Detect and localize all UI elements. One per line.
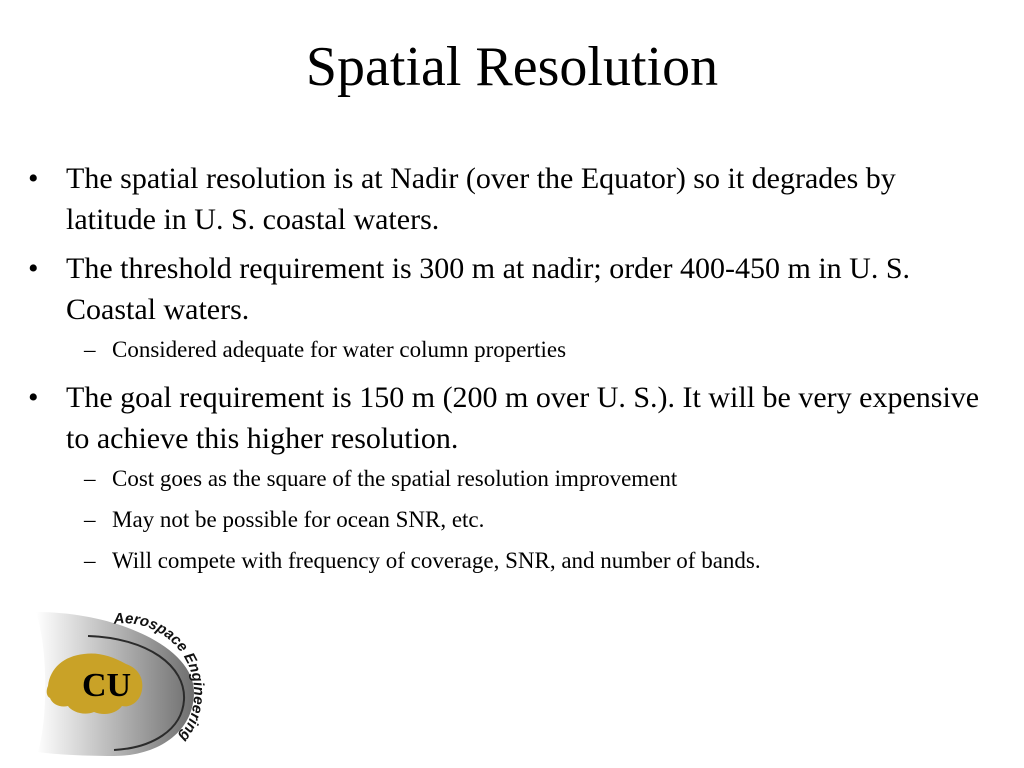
bullet-list	[28, 158, 988, 588]
sub-bullet-marker: –	[84, 507, 96, 532]
sub-bullet-list	[74, 465, 988, 575]
monogram-text: CU	[82, 667, 132, 704]
slide-title: Spatial Resolution	[305, 36, 719, 98]
sub-bullet-item	[74, 547, 988, 575]
bullet-marker: •	[28, 162, 39, 195]
bullet-text: The spatial resolution is at Nadir (over the Equator) so it degrades by latitude in U. S. coastal waters.	[66, 162, 896, 236]
sub-bullet-marker: –	[84, 466, 96, 491]
bullet-item	[28, 377, 988, 575]
logo-arc-text: Aerospace Engineering	[113, 610, 208, 745]
sub-bullet-text: Will compete with frequency of coverage, SNR, and number of bands.	[112, 548, 761, 573]
bullet-marker: •	[28, 252, 39, 285]
sub-bullet-text: Cost goes as the square of the spatial resolution improvement	[112, 466, 678, 491]
sub-bullet-item	[74, 506, 988, 534]
bullet-text: The goal requirement is 150 m (200 m over U. S.). It will be very expensive to achieve this higher resolution.	[66, 381, 980, 455]
sub-bullet-item	[74, 465, 988, 493]
aerospace-engineering-logo	[28, 608, 208, 758]
bullet-text: The threshold requirement is 300 m at nadir; order 400-450 m in U. S. Coastal waters.	[66, 252, 910, 326]
sub-bullet-list	[74, 336, 988, 364]
bullet-item	[28, 158, 988, 240]
bullet-marker: •	[28, 381, 39, 414]
sub-bullet-marker: –	[84, 548, 96, 573]
bullet-item	[28, 248, 988, 364]
sub-bullet-item	[74, 336, 988, 364]
logo-graphic	[28, 608, 208, 758]
sub-bullet-text: Considered adequate for water column properties	[112, 337, 567, 362]
sub-bullet-marker: –	[84, 337, 96, 362]
sub-bullet-text: May not be possible for ocean SNR, etc.	[112, 507, 485, 532]
